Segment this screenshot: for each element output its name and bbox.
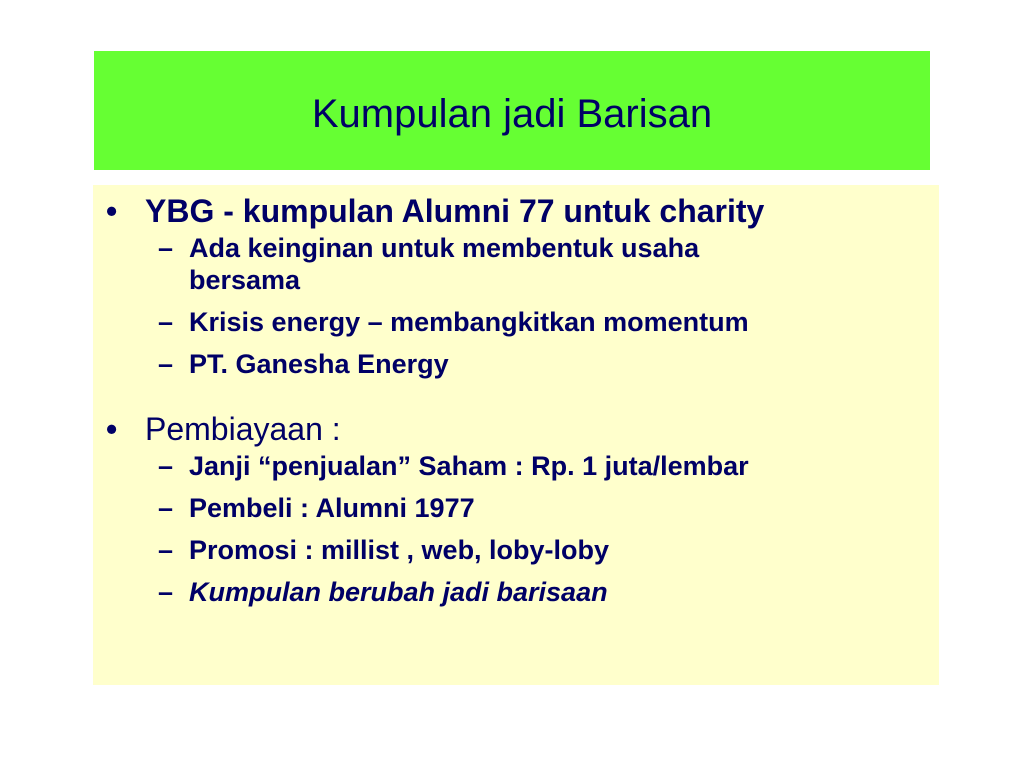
sub-item-text: Pembeli : Alumni 1977 [189,493,475,523]
slide-title: Kumpulan jadi Barisan [311,92,713,136]
sub-list [145,232,939,380]
dash-icon: – [158,493,174,523]
sub-item-text: Janji “penjualan” Saham : Rp. 1 juta/lembar [189,451,749,481]
sub-item [145,576,919,608]
bullet-text: YBG - kumpulan Alumni 77 untuk charity [145,193,765,229]
slide-body [93,185,939,685]
dash-icon: – [158,451,174,481]
sub-item-text: Kumpulan berubah jadi barisaan [189,577,608,607]
sub-item [145,232,799,296]
dash-icon: – [158,577,174,607]
bullet-icon: • [106,193,118,229]
sub-item [145,348,919,380]
bullet-icon: • [106,411,118,447]
dash-icon: – [158,307,174,337]
bullet-text: Pembiayaan : [145,411,341,447]
sub-item-text: PT. Ganesha Energy [189,349,449,379]
sub-item [145,534,919,566]
bullet-item [93,192,939,380]
dash-icon: – [158,535,174,565]
dash-icon: – [158,349,174,379]
sub-item-text: Promosi : millist , web, loby-loby [189,535,610,565]
sub-item [145,450,919,482]
sub-item [145,492,919,524]
sub-item [145,306,919,338]
dash-icon: – [158,233,174,263]
bullet-item [93,410,939,608]
sub-item-text: Ada keinginan untuk membentuk usaha bersama [189,233,700,295]
title-band [94,51,930,170]
sub-list [145,450,939,608]
sub-item-text: Krisis energy – membangkitkan momentum [189,307,749,337]
